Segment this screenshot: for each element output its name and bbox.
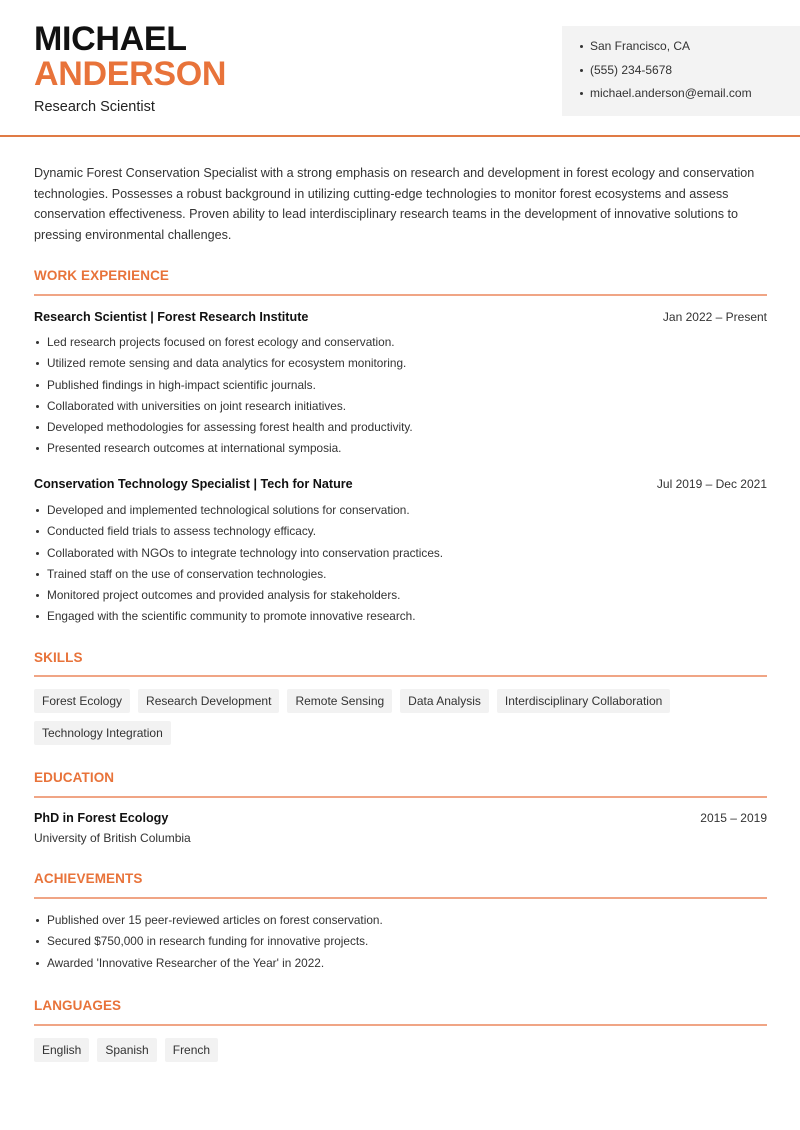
education-school: University of British Columbia [34, 831, 191, 845]
job-header [34, 310, 767, 328]
section-title-work: WORK EXPERIENCE [34, 268, 170, 283]
summary-paragraph: Dynamic Forest Conservation Specialist with a strong emphasis on research and development in forest ecology and conservation technologies. Possesses a robust background in utilizing cutting-edge technologies to monitor forest ecosystems and assess conservation effectiveness. Proven ability to lead interdisciplinary research teams in the development of innovative solutions to pressing environmental challenges. [34, 166, 755, 242]
skill-chip: Remote Sensing [287, 689, 392, 713]
job-bullets [34, 333, 413, 461]
list-item: Monitored project outcomes and provided analysis for stakeholders. [34, 586, 443, 607]
job-bullets [34, 501, 443, 629]
list-item: Led research projects focused on forest ecology and conservation. [34, 333, 413, 354]
contact-box [562, 26, 800, 116]
first-name: MICHAEL [34, 20, 187, 58]
language-chip: English [34, 1038, 89, 1062]
section-divider [34, 675, 767, 677]
contact-phone: (555) 234-5678 [578, 60, 800, 84]
section-title-skills: SKILLS [34, 650, 83, 665]
languages-list [34, 1038, 774, 1062]
job-title: Research Scientist [34, 99, 155, 115]
skill-chip: Forest Ecology [34, 689, 130, 713]
language-chip: French [165, 1038, 218, 1062]
last-name: ANDERSON [34, 55, 227, 93]
resume-header [0, 0, 800, 137]
section-divider [34, 1024, 767, 1026]
section-divider [34, 897, 767, 899]
skill-chip: Interdisciplinary Collaboration [497, 689, 670, 713]
section-divider [34, 796, 767, 798]
list-item: Conducted field trials to assess technology efficacy. [34, 522, 443, 543]
job-header [34, 477, 767, 495]
list-item: Published over 15 peer-reviewed articles on forest conservation. [34, 911, 383, 932]
list-item: Collaborated with NGOs to integrate technology into conservation practices. [34, 544, 443, 565]
contact-email: michael.anderson@email.com [578, 83, 800, 107]
job-dates: Jan 2022 – Present [662, 310, 767, 324]
education-degree: PhD in Forest Ecology [34, 811, 169, 825]
candidate-name [34, 22, 226, 92]
job-dates: Jul 2019 – Dec 2021 [656, 477, 767, 491]
section-divider [34, 294, 767, 296]
list-item: Collaborated with universities on joint research initiatives. [34, 397, 413, 418]
achievements-list [34, 911, 383, 975]
list-item: Published findings in high-impact scientific journals. [34, 376, 413, 397]
skill-chip: Data Analysis [400, 689, 489, 713]
skill-chip: Research Development [138, 689, 279, 713]
list-item: Secured $750,000 in research funding for innovative projects. [34, 932, 383, 953]
section-title-languages: LANGUAGES [34, 998, 122, 1013]
job-role: Research Scientist | Forest Research Institute [34, 310, 309, 324]
list-item: Trained staff on the use of conservation technologies. [34, 565, 443, 586]
list-item: Awarded 'Innovative Researcher of the Year' in 2022. [34, 954, 383, 975]
list-item: Presented research outcomes at international symposia. [34, 439, 413, 460]
list-item: Developed and implemented technological solutions for conservation. [34, 501, 443, 522]
section-title-education: EDUCATION [34, 770, 115, 785]
contact-location: San Francisco, CA [578, 36, 800, 60]
list-item: Developed methodologies for assessing forest health and productivity. [34, 418, 413, 439]
education-dates: 2015 – 2019 [700, 811, 767, 825]
list-item: Utilized remote sensing and data analytics for ecosystem monitoring. [34, 354, 413, 375]
section-title-achievements: ACHIEVEMENTS [34, 871, 143, 886]
skills-list [34, 689, 774, 745]
list-item: Engaged with the scientific community to promote innovative research. [34, 607, 443, 628]
language-chip: Spanish [97, 1038, 156, 1062]
job-role: Conservation Technology Specialist | Tech for Nature [34, 477, 353, 491]
skill-chip: Technology Integration [34, 721, 171, 745]
